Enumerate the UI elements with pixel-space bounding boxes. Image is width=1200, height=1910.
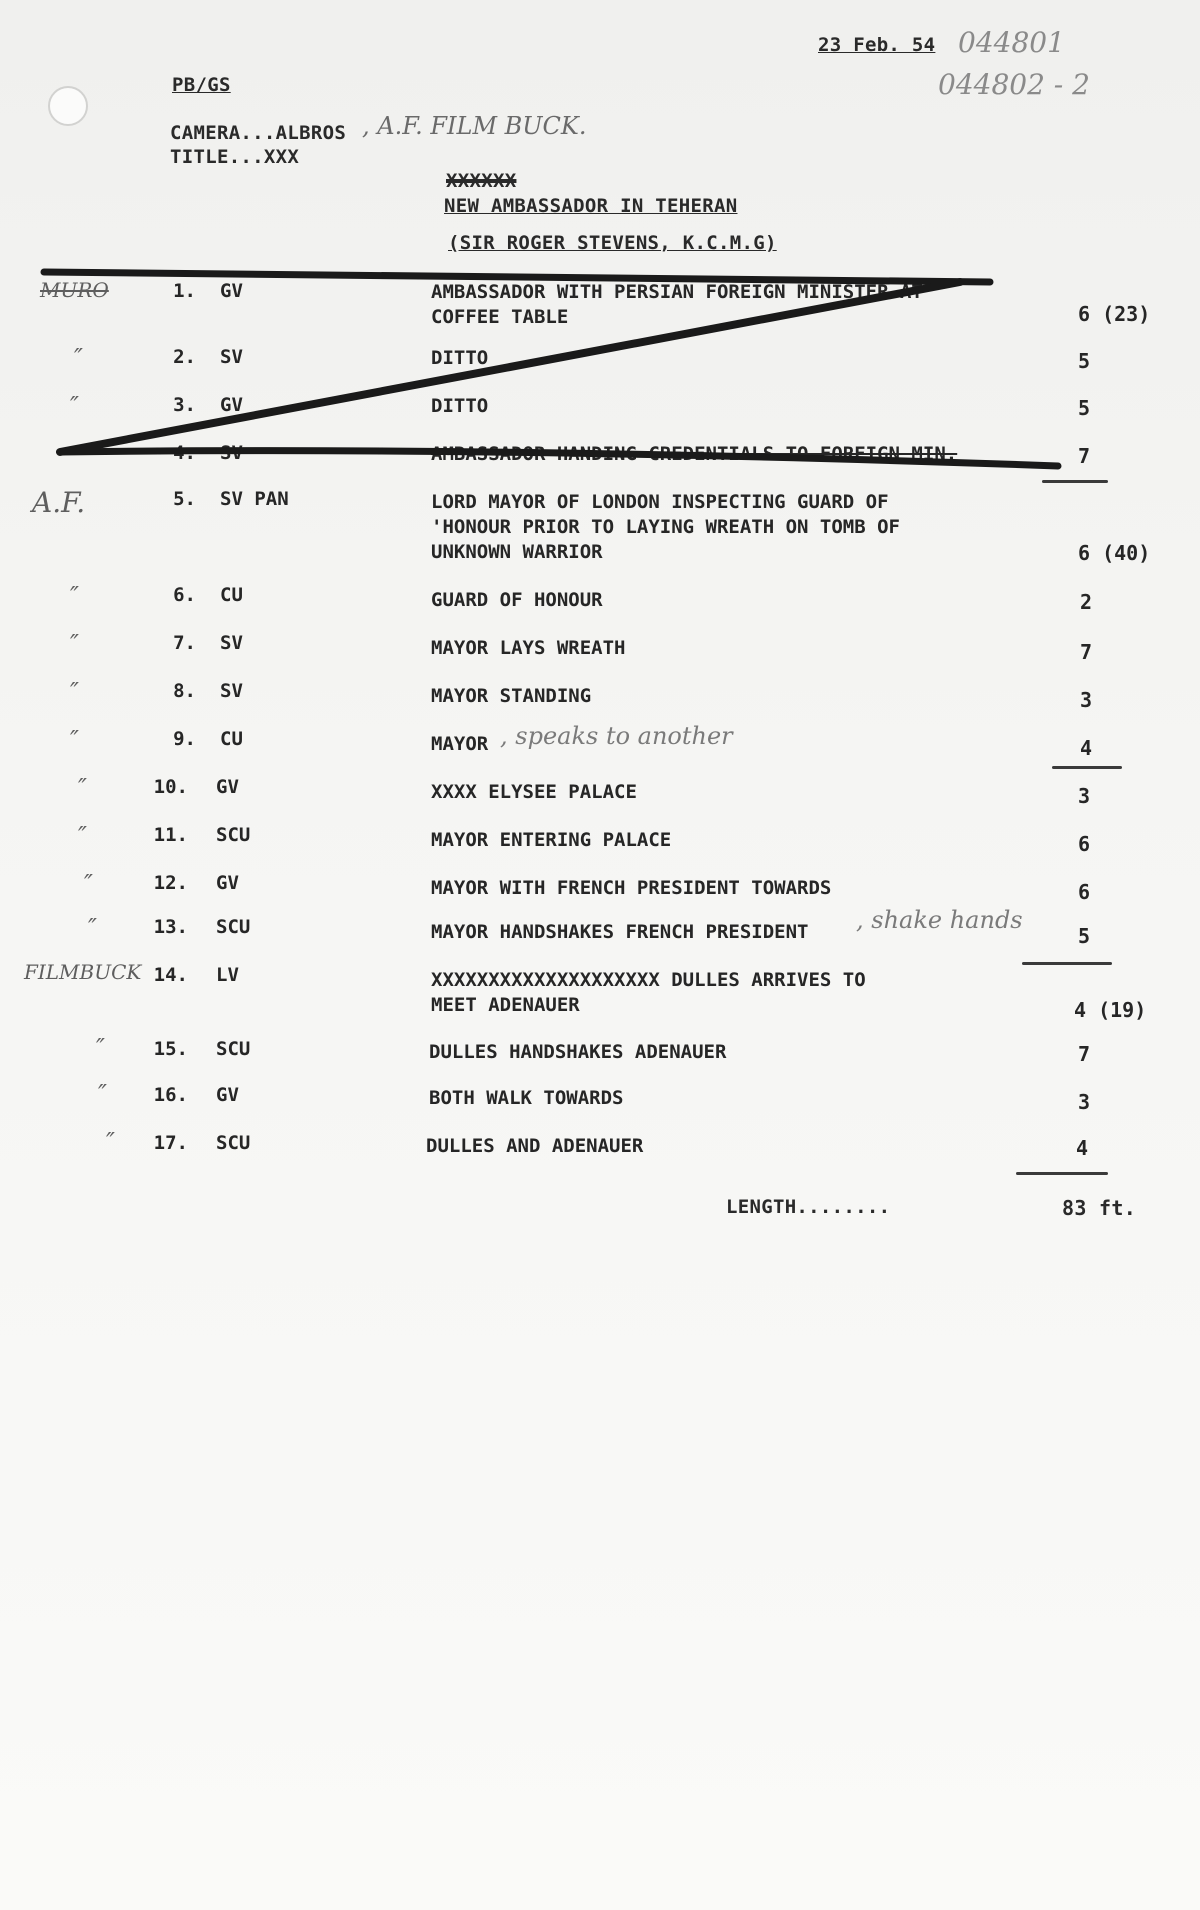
shot-description: LORD MAYOR OF LONDON INSPECTING GUARD OF 'HONOUR PRIOR TO LAYING WREATH ON TOMB OF UNKNOWN WARRIOR xyxy=(431,491,900,563)
shot-source: ″ xyxy=(70,630,79,658)
shot-length: 7 xyxy=(1078,444,1091,468)
subtotal-rule xyxy=(1052,766,1122,769)
shot-description: MAYOR LAYS WREATH xyxy=(431,637,626,659)
shot-type: SCU xyxy=(216,1132,251,1154)
shot-length: 6 (23) xyxy=(1078,302,1151,326)
cross-out-marks xyxy=(0,0,1200,520)
shot-type: LV xyxy=(216,964,239,986)
shot-length: 5 xyxy=(1078,396,1091,420)
shot-source: MURO xyxy=(40,278,109,302)
shot-source: ″ xyxy=(78,822,87,850)
shot-type: CU xyxy=(220,728,243,750)
shot-source: ″ xyxy=(70,582,79,610)
title-struck: XXXXXX xyxy=(446,170,517,192)
shot-type: GV xyxy=(216,776,239,798)
date: 23 Feb. 54 xyxy=(818,34,936,56)
shot-number: 7. xyxy=(173,632,196,654)
shot-description: AMBASSADOR WITH PERSIAN FOREIGN MINISTER AT COFFEE TABLE xyxy=(431,281,923,328)
shot-type: SCU xyxy=(216,824,251,846)
shot-number: 14. xyxy=(153,964,188,986)
shot-type: SV xyxy=(220,346,243,368)
shot-type: GV xyxy=(220,394,243,416)
shot-length: 5 xyxy=(1078,924,1091,948)
shot-length: 7 xyxy=(1080,640,1093,664)
shot-description: MAYOR WITH FRENCH PRESIDENT TOWARDS xyxy=(431,877,832,899)
shot-source: FILMBUCK xyxy=(24,960,142,984)
shot-description: DULLES HANDSHAKES ADENAUER xyxy=(429,1041,727,1063)
shot-type: SCU xyxy=(216,1038,251,1060)
shot-number: 2. xyxy=(173,346,196,368)
shot-number: 8. xyxy=(173,680,196,702)
ref-number-2: 044802 - 2 xyxy=(938,68,1090,101)
shot-number: 9. xyxy=(173,728,196,750)
shot-handwritten-note: , shake hands xyxy=(856,906,1023,934)
shot-source: ″ xyxy=(84,870,93,898)
subtotal-rule xyxy=(1016,1172,1108,1175)
shot-type: SV xyxy=(220,680,243,702)
shot-length: 4 xyxy=(1080,736,1093,760)
subtotal-rule xyxy=(1022,962,1112,965)
shot-number: 4. xyxy=(173,442,196,464)
shot-source: ″ xyxy=(70,392,79,420)
shot-description: BOTH WALK TOWARDS xyxy=(429,1087,624,1109)
camera-note: , A.F. FILM BUCK. xyxy=(362,112,587,140)
shot-handwritten-note: , speaks to another xyxy=(500,722,733,750)
shot-description: DITTO xyxy=(431,347,489,369)
shot-type: GV xyxy=(220,280,243,302)
shot-number: 1. xyxy=(173,280,196,302)
shot-length: 7 xyxy=(1078,1042,1091,1066)
shot-length: 6 xyxy=(1078,832,1091,856)
shot-number: 5. xyxy=(173,488,196,510)
shot-source: ″ xyxy=(88,914,97,942)
shot-length: 2 xyxy=(1080,590,1093,614)
shot-description: MAYOR xyxy=(431,733,489,755)
shot-description: AMBASSADOR HANDING CREDENTIALS TO FOREIGN MIN. xyxy=(431,443,958,465)
shot-length: 5 xyxy=(1078,349,1091,373)
shot-description: MAYOR HANDSHAKES FRENCH PRESIDENT xyxy=(431,921,809,943)
shot-source: ″ xyxy=(70,678,79,706)
shot-description: XXXX ELYSEE PALACE xyxy=(431,781,637,803)
length-label: LENGTH........ xyxy=(726,1196,891,1218)
shot-type: SV xyxy=(220,442,243,464)
shot-description: MAYOR ENTERING PALACE xyxy=(431,829,672,851)
title-label: TITLE...XXX xyxy=(170,146,300,168)
shot-number: 16. xyxy=(153,1084,188,1106)
shot-description: DULLES AND ADENAUER xyxy=(426,1135,644,1157)
story-title: NEW AMBASSADOR IN TEHERAN xyxy=(444,195,738,217)
shot-length: 3 xyxy=(1078,1090,1091,1114)
camera-label: CAMERA...ALBROS xyxy=(170,122,347,144)
shot-number: 15. xyxy=(153,1038,188,1060)
shot-source: ″ xyxy=(96,1034,105,1062)
shot-source: ″ xyxy=(98,1080,107,1108)
shot-number: 6. xyxy=(173,584,196,606)
shot-type: SV PAN xyxy=(220,488,289,510)
shot-length: 3 xyxy=(1080,688,1093,712)
ref-code: PB/GS xyxy=(172,74,231,96)
shot-type: CU xyxy=(220,584,243,606)
shot-type: GV xyxy=(216,1084,239,1106)
shot-source: A.F. xyxy=(32,486,86,519)
shot-number: 17. xyxy=(153,1132,188,1154)
shot-source: ″ xyxy=(78,774,87,802)
story-subtitle: (SIR ROGER STEVENS, K.C.M.G) xyxy=(448,232,777,254)
shot-length: 4 (19) xyxy=(1074,998,1147,1022)
ref-number-1: 044801 xyxy=(958,26,1065,59)
shot-source: ″ xyxy=(106,1128,115,1156)
shot-type: SV xyxy=(220,632,243,654)
shot-number: 3. xyxy=(173,394,196,416)
length-total: 83 ft. xyxy=(1062,1196,1137,1220)
shot-length: 3 xyxy=(1078,784,1091,808)
shot-number: 11. xyxy=(153,824,188,846)
shot-description: DITTO xyxy=(431,395,489,417)
shot-length: 4 xyxy=(1076,1136,1089,1160)
shot-source: ″ xyxy=(70,726,79,754)
shot-description: MAYOR STANDING xyxy=(431,685,592,707)
shot-description: GUARD OF HONOUR xyxy=(431,589,603,611)
shot-number: 10. xyxy=(153,776,188,798)
shot-length: 6 xyxy=(1078,880,1091,904)
shot-number: 13. xyxy=(153,916,188,938)
shot-type: GV xyxy=(216,872,239,894)
shot-source: ″ xyxy=(74,344,83,372)
shot-length: 6 (40) xyxy=(1078,541,1151,565)
shot-type: SCU xyxy=(216,916,251,938)
shot-number: 12. xyxy=(153,872,188,894)
shot-description: XXXXXXXXXXXXXXXXXXXX DULLES ARRIVES TO MEET ADENAUER xyxy=(431,969,866,1016)
